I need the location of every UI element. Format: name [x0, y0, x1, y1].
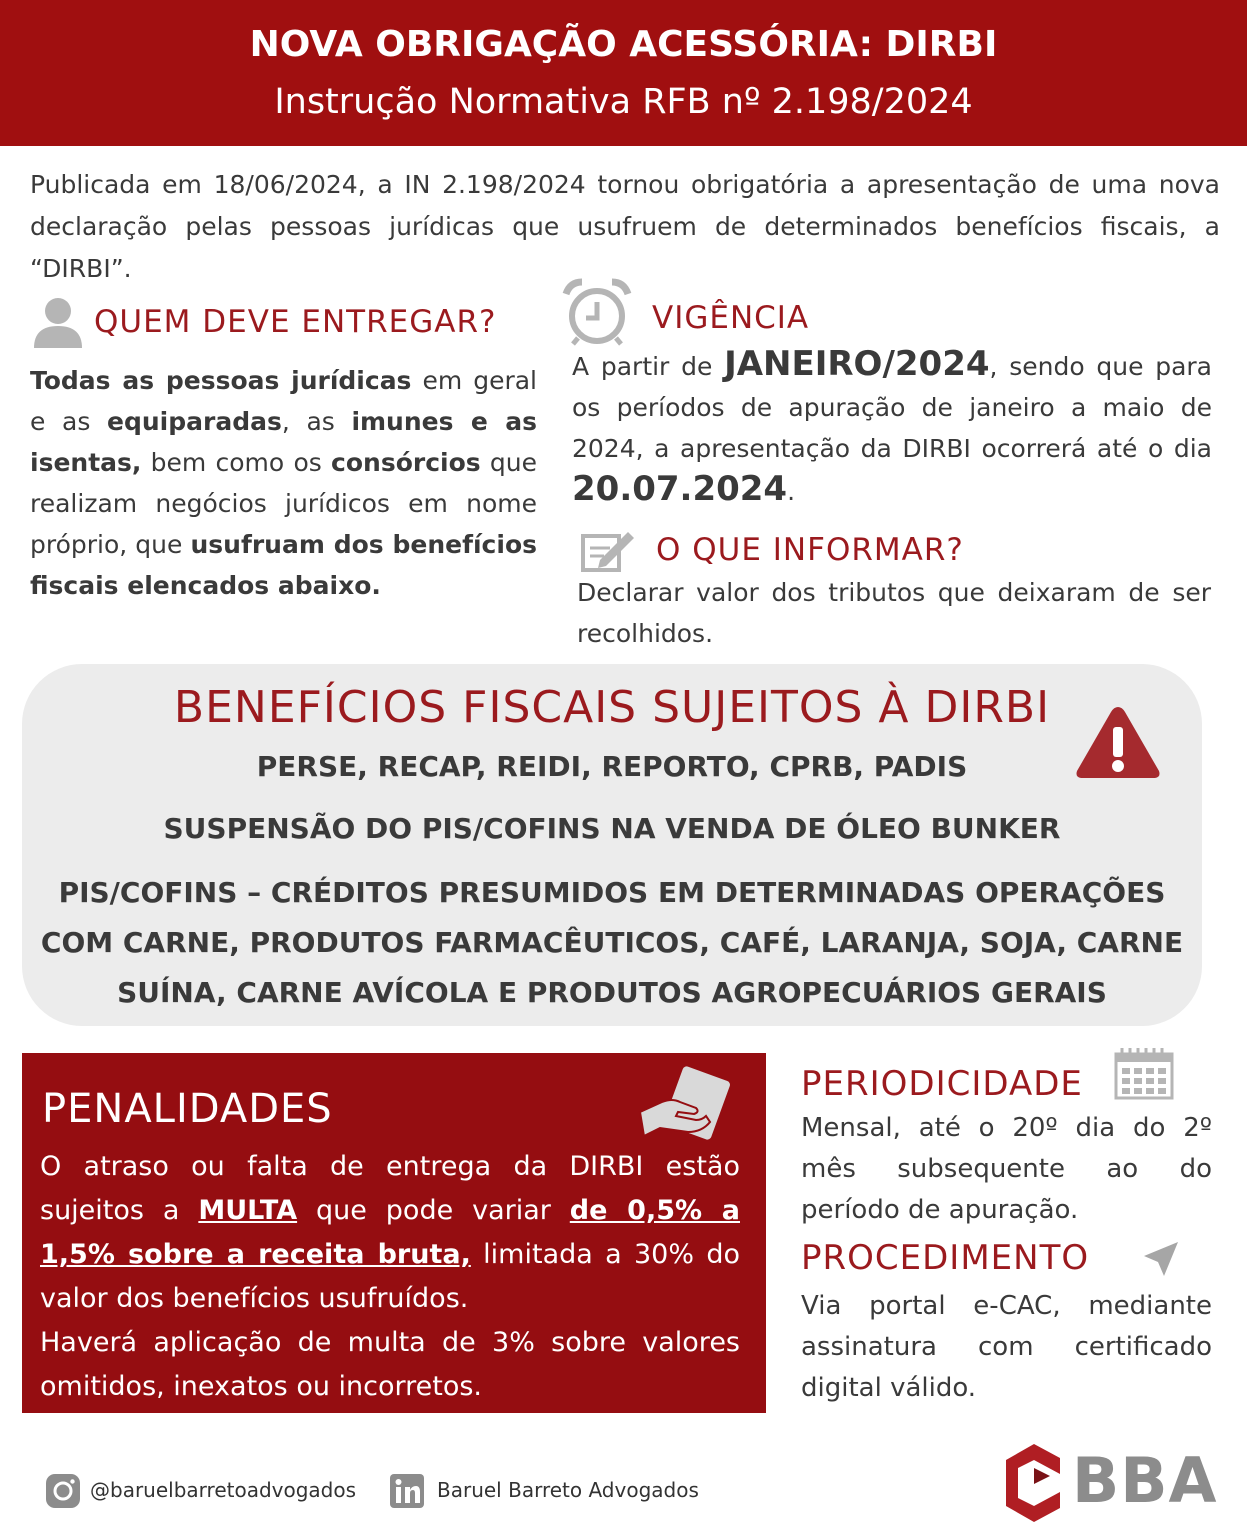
instagram-handle[interactable]: @baruelbarretoadvogados [90, 1478, 357, 1502]
beneficios-line-2: SUSPENSÃO DO PIS/COFINS NA VENDA DE ÓLEO BUNKER [163, 812, 1061, 845]
instagram-icon[interactable] [44, 1472, 82, 1510]
send-arrow-icon [1140, 1240, 1180, 1280]
penalidades-text: O atraso ou falta de entrega da DIRBI estão sujeitos a MULTA que pode variar de 0,5% a 1,5% sobre a receita bruta, limitada a 30% do valor dos benefícios usufruídos. Haverá aplicação de multa de 3% sobre valores omitidos, inexatos ou incorretos. [40, 1145, 740, 1409]
vigencia-text: A partir de JANEIRO/2024, sendo que para os períodos de apuração de janeiro a maio de 2024, a apresentação da DIRBI ocorrerá até o dia 20.07.2024. [572, 344, 1212, 509]
quem-text-segment: usufruam dos benefícios fiscais elencados abaixo. [30, 530, 537, 600]
bba-logo-text: BBA [1072, 1444, 1218, 1517]
calendar-icon [1114, 1046, 1174, 1100]
edit-form-icon [580, 528, 636, 574]
informar-title: O QUE INFORMAR? [656, 532, 964, 568]
quem-text-segment: equiparadas [107, 407, 282, 436]
person-icon [32, 296, 84, 348]
periodicidade-text: Mensal, até o 20º dia do 2º mês subsequente ao do período de apuração. [801, 1113, 1212, 1225]
beneficios-title: BENEFÍCIOS FISCAIS SUJEITOS À DIRBI [173, 682, 1051, 733]
penalidades-text-2: Haverá aplicação de multa de 3% sobre valores omitidos, inexatos ou incorretos. [40, 1327, 740, 1402]
page-subtitle: Instrução Normativa RFB nº 2.198/2024 [274, 82, 973, 122]
quem-text-segment: que realizam negócios jurídicos em nome próprio, que [30, 448, 538, 559]
linkedin-name[interactable]: Baruel Barreto Advogados [437, 1478, 699, 1502]
bba-logo [1004, 1440, 1224, 1526]
hand-card-icon [636, 1066, 732, 1142]
page-title: NOVA OBRIGAÇÃO ACESSÓRIA: DIRBI [249, 24, 998, 65]
beneficios-line-1: PERSE, RECAP, REIDI, REPORTO, CPRB, PADIS [256, 750, 968, 783]
quem-text-segment: Todas as pessoas jurídicas [30, 366, 412, 395]
quem-title: QUEM DEVE ENTREGAR? [94, 304, 497, 340]
header-banner [0, 0, 1247, 146]
informar-text: Declarar valor dos tributos que deixaram de ser recolhidos. [577, 578, 1211, 648]
procedimento-text: Via portal e-CAC, mediante assinatura com certificado digital válido. [801, 1291, 1212, 1403]
quem-text-segment: em geral e as [30, 366, 537, 436]
alarm-clock-icon [562, 278, 632, 346]
vigencia-title: VIGÊNCIA [652, 300, 810, 336]
quem-text-segment: bem como os [141, 448, 332, 477]
linkedin-icon[interactable] [388, 1472, 426, 1510]
quem-text-segment: consórcios [331, 448, 481, 477]
intro-paragraph: Publicada em 18/06/2024, a IN 2.198/2024 tornou obrigatória a apresentação de uma nova declaração pelas pessoas jurídicas que usufruem de determinados benefícios fiscais, a “DIRBI”. [30, 170, 1220, 283]
quem-text-segment: , as [281, 407, 352, 436]
vigencia-date-deadline: 20.07.2024 [572, 469, 788, 509]
multa-range-highlight: de 0,5% a 1,5% sobre a receita bruta, [40, 1195, 740, 1270]
periodicidade-title: PERIODICIDADE [801, 1064, 1083, 1104]
quem-text [30, 360, 537, 606]
procedimento-title: PROCEDIMENTO [801, 1238, 1090, 1278]
multa-highlight: MULTA [198, 1195, 298, 1226]
vigencia-date-start: JANEIRO/2024 [724, 344, 990, 384]
beneficios-line-3: PIS/COFINS – CRÉDITOS PRESUMIDOS EM DETERMINADAS OPERAÇÕES COM CARNE, PRODUTOS FARMACÊUTICOS, CAFÉ, LARANJA, SOJA, CARNE SUÍNA, CARNE AVÍCOLA E PRODUTOS AGROPECUÁRIOS GERAIS [40, 876, 1184, 1009]
quem-text-segment: imunes e as isentas, [30, 407, 537, 477]
penalidades-title: PENALIDADES [42, 1086, 333, 1132]
